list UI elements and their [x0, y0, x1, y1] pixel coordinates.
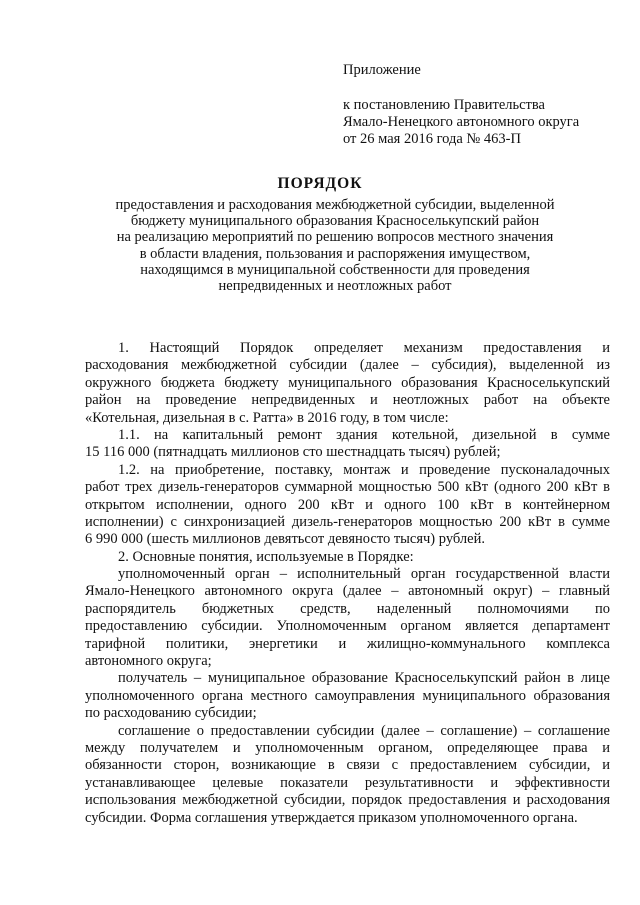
body-line: распорядитель бюджетных средств, наделенный полномочиями по: [85, 600, 610, 617]
body-line: окружного бюджета бюджету муниципального образования Красноселькупский: [85, 374, 610, 391]
body-line: субсидии. Форма соглашения утверждается приказом уполномоченного органа.: [85, 809, 578, 826]
body-line: 2. Основные понятия, используемые в Порядке:: [118, 548, 414, 565]
body-line: работ трех дизель-генераторов суммарной мощностью 500 кВт (одного 200 кВт в: [85, 479, 610, 496]
body-line: исполнении) с синхронизацией дизель-генераторов мощностью 200 кВт в сумме: [85, 513, 610, 530]
body-line: устанавливающее целевые показатели результативности и эффективности: [85, 774, 610, 791]
body-line: уполномоченный орган – исполнительный орган государственной власти: [118, 566, 610, 583]
body-line: Ямало-Ненецкого автономного округа (далее – автономный округ) – главный: [85, 583, 610, 600]
body-line: 1.1. на капитальный ремонт здания котельной, дизельной в сумме: [118, 426, 610, 443]
body-line: расходования межбюджетной субсидии (далее – субсидия), выделенной из: [85, 357, 610, 374]
subtitle-line: бюджету муниципального образования Красноселькупский район: [130, 213, 540, 230]
body-line: получатель – муниципальное образование Красноселькупский район в лице: [118, 670, 610, 687]
body-line: автономного округа;: [85, 653, 212, 670]
subtitle-line: непредвиденных и неотложных работ: [218, 278, 452, 295]
body-line: район на проведение непредвиденных и неотложных работ на объекте: [85, 392, 610, 409]
body-line: уполномоченного органа местного самоуправления муниципального образования: [85, 687, 610, 704]
body-line: тарифной политики, энергетики и жилищно-коммунального комплекса: [85, 635, 610, 652]
document-title: ПОРЯДОК: [277, 175, 363, 192]
appendix-line-1: к постановлению Правительства: [343, 97, 545, 113]
body-line: «Котельная, дизельная в с. Ратта» в 2016 году, в том числе:: [85, 409, 449, 426]
body-line: 1. Настоящий Порядок определяет механизм предоставления и: [118, 340, 610, 356]
body-line: использования межбюджетной субсидии, порядок предоставления и расходования: [85, 792, 610, 809]
appendix-line-2: Ямало-Ненецкого автономного округа: [343, 114, 580, 130]
body-line: соглашение о предоставлении субсидии (далее – соглашение) – соглашение: [118, 722, 610, 739]
body-line: 1.2. на приобретение, поставку, монтаж и проведение пусконаладочных: [118, 461, 610, 478]
document-subtitle: [100, 197, 570, 294]
subtitle-line: предоставления и расходования межбюджетной субсидии, выделенной: [115, 197, 555, 213]
body-line: 15 116 000 (пятнадцать миллионов сто шестнадцать тысяч) рублей;: [85, 444, 501, 461]
body-line: между получателем и уполномоченным органом, определяющее права и: [85, 739, 610, 756]
body-line: по расходованию субсидии;: [85, 705, 257, 722]
appendix-label: Приложение: [343, 62, 421, 78]
body-line: обязанности сторон, возникающие в связи с предоставлением субсидии, и: [85, 757, 610, 774]
body-line: 6 990 000 (шесть миллионов девятьсот девяносто тысяч) рублей.: [85, 531, 485, 548]
subtitle-line: на реализацию мероприятий по решению вопросов местного значения: [116, 229, 554, 246]
body-line: открытом исполнении, одного 200 кВт и одного 100 кВт в контейнерном: [85, 496, 610, 513]
appendix-line-3: от 26 мая 2016 года № 463-П: [343, 131, 521, 147]
subtitle-line: в области владения, пользования и распоряжения имуществом,: [139, 245, 531, 262]
body-line: предоставлению субсидии. Уполномоченным органом является департамент: [85, 618, 610, 635]
document-body: [85, 340, 610, 827]
appendix-block: [343, 62, 623, 148]
subtitle-line: находящимся в муниципальной собственности для проведения: [140, 261, 530, 278]
